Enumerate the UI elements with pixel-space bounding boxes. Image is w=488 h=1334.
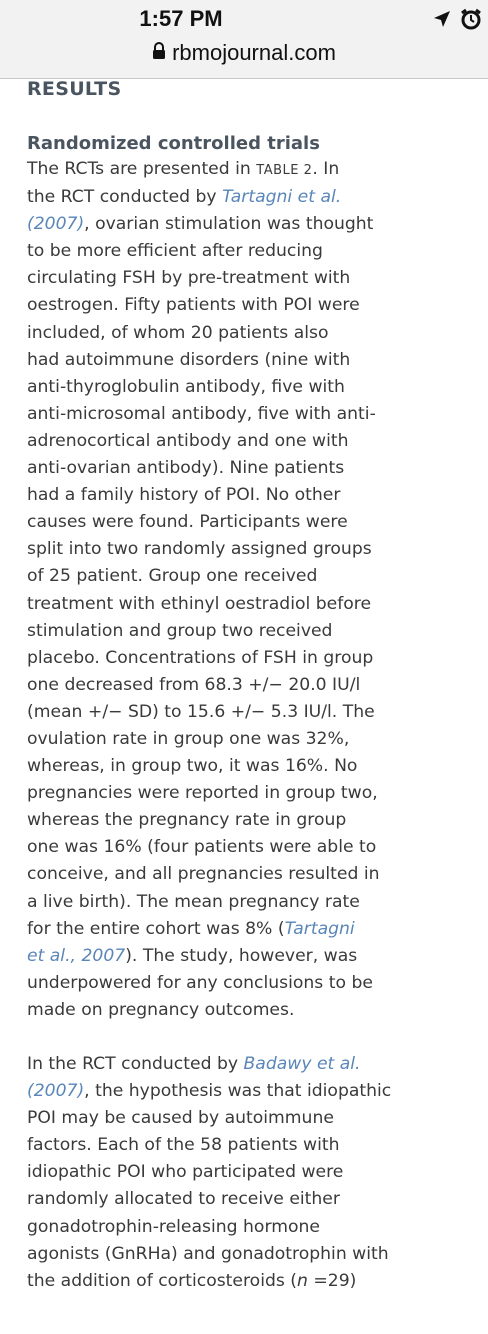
alarm-clock-icon — [460, 8, 482, 34]
location-arrow-icon — [432, 9, 452, 33]
n-symbol: n — [297, 1270, 308, 1291]
url-domain[interactable]: rbmojournal.com — [172, 40, 336, 65]
browser-status-bar — [0, 0, 488, 79]
text-run: =29) — [307, 1270, 357, 1291]
paragraph-2 — [27, 1051, 482, 1295]
section-title: RESULTS — [27, 78, 122, 100]
address-bar[interactable] — [0, 40, 488, 66]
text-run: . In the RCT conducted by — [27, 159, 340, 208]
text-run: In the RCT conducted by — [27, 1054, 244, 1074]
article-body — [27, 78, 482, 1295]
paragraph-1 — [27, 156, 482, 1024]
citation-link-tartagni-2[interactable]: Tartagni et al., 2007 — [27, 918, 355, 966]
status-time: 1:57 PM — [139, 6, 223, 31]
citation-link-tartagni[interactable]: Tartagni et al. (2007) — [27, 187, 342, 235]
citation-link-badawy[interactable]: Badawy et al. (2007) — [27, 1054, 361, 1102]
text-run: ). The study, however, was underpowered for any conclusions to be made on pregnancy outcomes. — [27, 945, 373, 1020]
table-ref-link[interactable]: TABLE 2 — [256, 163, 313, 178]
text-run: , the hypothesis was that idiopathic POI may be caused by autoimmune factors. Each of the 58 patients with idiopathic POI who participated were randomly allocated to receive either gonadotrophin-releasing hormone agonists (GnRHa) and gonadotrophin with the addition of corticosteroids ( — [27, 1081, 392, 1291]
text-run: , ovarian stimulation was thought to be more efficient after reducing circulating FSH by pre-treatment with oestrogen. Fifty patients with POI were included, of whom 20 patients also had autoimmune disorders (nine with anti-thyroglobulin antibody, five with anti-microsomal antibody, five with anti- adrenocortical antibody and one with anti-ovarian antibody). Nine patients had a family history of POI. No other causes were found. Participants were split into two randomly assigned groups of 25 patient. Group one received treatment with ethinyl oestradiol before stimulation and group two received placebo. Concentrations of FSH in group one decreased from 68.3 +/− 20.0 IU/l (mean +/− SD) to 15.6 +/− 5.3 IU/l. The ovulation rate in group one was 32%, whereas, in group two, it was 16%. No pregnancies were reported in group two, whereas the pregnancy rate in group one was 16% (four patients were able to conceive, and all pregnancies resulted in a live birth). The mean pregnancy rate for the entire cohort was 8% ( — [27, 214, 380, 939]
lock-icon — [152, 40, 166, 66]
subsection-title: Randomized controlled trials — [27, 133, 320, 154]
text-run: The RCTs are presented in — [27, 159, 257, 179]
status-icons — [432, 8, 482, 34]
